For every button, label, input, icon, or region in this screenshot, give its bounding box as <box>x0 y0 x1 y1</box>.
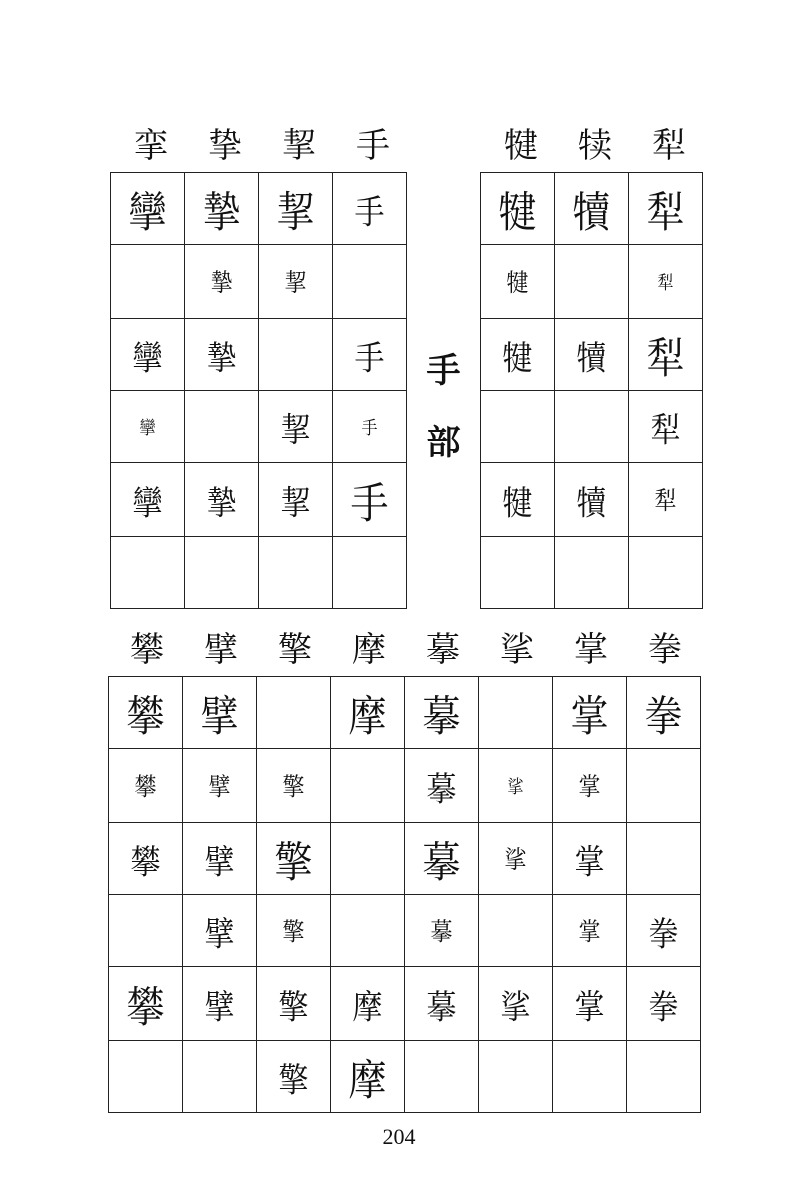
section-title-char: 手 <box>426 350 461 391</box>
header-char: 挲 <box>500 630 534 670</box>
glyph-cell <box>185 463 259 537</box>
glyph-cell <box>479 967 553 1041</box>
seal-glyph: 摩 <box>348 691 387 742</box>
seal-glyph: 手 <box>350 478 389 529</box>
seal-glyph: 犢 <box>576 338 607 379</box>
glyph-cell <box>111 391 185 463</box>
seal-glyph: 手 <box>361 416 378 439</box>
seal-glyph: 挈 <box>280 483 311 524</box>
glyph-cell <box>257 1041 331 1113</box>
seal-glyph: 擘 <box>204 842 235 883</box>
seal-glyph: 拳 <box>648 987 679 1028</box>
seal-glyph: 摹 <box>422 691 461 742</box>
glyph-cell <box>259 537 333 609</box>
glyph-cell <box>259 245 333 319</box>
seal-glyph: 攀 <box>126 691 165 742</box>
seal-glyph: 擎 <box>274 837 313 888</box>
glyph-cell <box>257 677 331 749</box>
seal-glyph: 掌 <box>574 987 605 1028</box>
seal-glyph: 犍 <box>506 269 529 298</box>
glyph-cell <box>183 749 257 823</box>
section1-glyph-table <box>110 172 703 609</box>
glyph-cell <box>555 173 629 245</box>
glyph-cell <box>109 823 183 895</box>
seal-glyph: 犢 <box>576 483 607 524</box>
section-title-char: 部 <box>426 422 461 463</box>
glyph-cell <box>331 895 405 967</box>
glyph-cell <box>331 823 405 895</box>
seal-glyph: 犢 <box>572 187 611 238</box>
seal-glyph: 摩 <box>352 987 383 1028</box>
header-char: 掌 <box>574 630 608 670</box>
glyph-cell <box>481 463 555 537</box>
glyph-cell <box>553 967 627 1041</box>
glyph-cell <box>259 463 333 537</box>
glyph-cell <box>183 895 257 967</box>
seal-glyph: 摹 <box>426 987 457 1028</box>
glyph-cell <box>627 967 701 1041</box>
seal-glyph: 掌 <box>578 918 601 947</box>
seal-glyph: 摹 <box>422 837 461 888</box>
glyph-cell <box>111 463 185 537</box>
glyph-cell <box>553 823 627 895</box>
glyph-cell <box>405 749 479 823</box>
glyph-cell <box>331 967 405 1041</box>
seal-glyph: 擎 <box>282 773 305 802</box>
glyph-cell <box>481 319 555 391</box>
glyph-cell <box>629 391 703 463</box>
seal-glyph: 拳 <box>648 914 679 955</box>
glyph-cell <box>111 245 185 319</box>
seal-glyph: 摹 <box>426 769 457 810</box>
glyph-cell <box>555 391 629 463</box>
page-number: 204 <box>382 1124 416 1149</box>
seal-glyph: 掌 <box>578 773 601 802</box>
glyph-cell <box>629 463 703 537</box>
glyph-cell <box>111 173 185 245</box>
glyph-cell <box>627 823 701 895</box>
header-char: 擘 <box>204 630 238 670</box>
seal-glyph: 擘 <box>200 691 239 742</box>
glyph-cell <box>627 1041 701 1113</box>
glyph-cell <box>259 173 333 245</box>
glyph-cell <box>331 677 405 749</box>
glyph-cell <box>185 319 259 391</box>
glyph-cell <box>627 677 701 749</box>
seal-glyph: 攣 <box>139 416 156 439</box>
header-char: 挚 <box>208 126 242 166</box>
seal-glyph: 掌 <box>570 691 609 742</box>
seal-glyph: 犁 <box>646 187 685 238</box>
glyph-cell <box>183 677 257 749</box>
glyph-cell <box>183 967 257 1041</box>
glyph-cell <box>479 677 553 749</box>
glyph-cell <box>109 1041 183 1113</box>
glyph-cell <box>629 537 703 609</box>
glyph-cell <box>553 677 627 749</box>
glyph-cell <box>109 895 183 967</box>
glyph-cell <box>333 319 407 391</box>
seal-glyph: 挲 <box>507 775 524 798</box>
glyph-cell <box>183 823 257 895</box>
glyph-cell <box>629 319 703 391</box>
glyph-cell <box>257 895 331 967</box>
glyph-cell <box>331 749 405 823</box>
seal-glyph: 掌 <box>574 842 605 883</box>
glyph-cell <box>185 391 259 463</box>
header-char: 犊 <box>578 126 612 166</box>
seal-glyph: 挲 <box>500 987 531 1028</box>
glyph-cell <box>405 895 479 967</box>
seal-glyph: 摯 <box>206 483 237 524</box>
glyph-cell <box>183 1041 257 1113</box>
glyph-cell <box>257 967 331 1041</box>
seal-glyph: 擘 <box>208 773 231 802</box>
seal-glyph: 摩 <box>348 1055 387 1106</box>
glyph-cell <box>405 677 479 749</box>
seal-glyph: 犍 <box>498 187 537 238</box>
glyph-cell <box>481 391 555 463</box>
glyph-cell <box>479 749 553 823</box>
glyph-cell <box>259 319 333 391</box>
header-char: 手 <box>356 126 390 166</box>
glyph-cell <box>111 319 185 391</box>
glyph-cell <box>555 319 629 391</box>
glyph-cell <box>553 749 627 823</box>
glyph-cell <box>109 967 183 1041</box>
seal-glyph: 擎 <box>282 918 305 947</box>
header-char: 拳 <box>648 630 682 670</box>
glyph-cell <box>109 749 183 823</box>
glyph-cell <box>627 895 701 967</box>
seal-glyph: 犍 <box>502 338 533 379</box>
seal-glyph: 擎 <box>278 987 309 1028</box>
seal-glyph: 犁 <box>650 410 681 451</box>
seal-glyph: 摯 <box>202 187 241 238</box>
glyph-cell <box>629 173 703 245</box>
glyph-cell <box>333 391 407 463</box>
glyph-cell <box>479 895 553 967</box>
glyph-cell <box>185 245 259 319</box>
glyph-cell <box>257 749 331 823</box>
section2-glyph-table <box>108 676 701 1113</box>
glyph-cell <box>259 391 333 463</box>
glyph-cell <box>553 895 627 967</box>
seal-glyph: 攣 <box>132 483 163 524</box>
header-char: 擎 <box>278 630 312 670</box>
glyph-cell <box>479 823 553 895</box>
glyph-cell <box>185 537 259 609</box>
glyph-cell <box>405 823 479 895</box>
glyph-cell <box>479 1041 553 1113</box>
seal-glyph: 擎 <box>278 1060 309 1101</box>
glyph-cell <box>333 245 407 319</box>
seal-glyph: 攣 <box>128 187 167 238</box>
glyph-cell <box>555 537 629 609</box>
seal-glyph: 攀 <box>130 842 161 883</box>
seal-glyph: 擘 <box>204 987 235 1028</box>
seal-glyph: 摯 <box>210 269 233 298</box>
seal-glyph: 挈 <box>276 187 315 238</box>
seal-glyph: 犁 <box>654 487 677 516</box>
header-char: 犍 <box>504 126 538 166</box>
glyph-cell <box>109 677 183 749</box>
glyph-cell <box>553 1041 627 1113</box>
header-char: 摩 <box>352 630 386 670</box>
seal-glyph: 攀 <box>126 982 165 1033</box>
header-char: 攀 <box>130 630 164 670</box>
glyph-cell <box>629 245 703 319</box>
glyph-cell <box>333 537 407 609</box>
header-char: 摹 <box>426 630 460 670</box>
glyph-cell <box>333 173 407 245</box>
glyph-cell <box>405 967 479 1041</box>
seal-glyph: 擘 <box>204 914 235 955</box>
seal-glyph: 攣 <box>132 338 163 379</box>
glyph-cell <box>331 1041 405 1113</box>
header-char: 挛 <box>134 126 168 166</box>
glyph-cell <box>481 245 555 319</box>
glyph-cell <box>405 1041 479 1113</box>
glyph-cell <box>555 463 629 537</box>
section-title-cell <box>407 173 481 609</box>
seal-glyph: 犁 <box>646 333 685 384</box>
glyph-cell <box>481 173 555 245</box>
glyph-cell <box>257 823 331 895</box>
seal-glyph: 摹 <box>430 918 453 947</box>
glyph-cell <box>333 463 407 537</box>
glyph-cell <box>111 537 185 609</box>
header-char: 挈 <box>282 126 316 166</box>
glyph-cell <box>185 173 259 245</box>
header-char: 犁 <box>652 126 686 166</box>
seal-glyph: 拳 <box>644 691 683 742</box>
seal-glyph: 挈 <box>280 410 311 451</box>
seal-glyph: 摯 <box>206 338 237 379</box>
seal-glyph: 手 <box>354 338 385 379</box>
glyph-cell <box>555 245 629 319</box>
glyph-cell <box>627 749 701 823</box>
glyph-cell <box>481 537 555 609</box>
seal-glyph: 犍 <box>502 483 533 524</box>
seal-glyph: 挈 <box>284 269 307 298</box>
seal-glyph: 犁 <box>657 271 674 294</box>
seal-glyph: 挲 <box>504 846 527 875</box>
seal-glyph: 攀 <box>134 773 157 802</box>
seal-glyph: 手 <box>354 192 385 233</box>
